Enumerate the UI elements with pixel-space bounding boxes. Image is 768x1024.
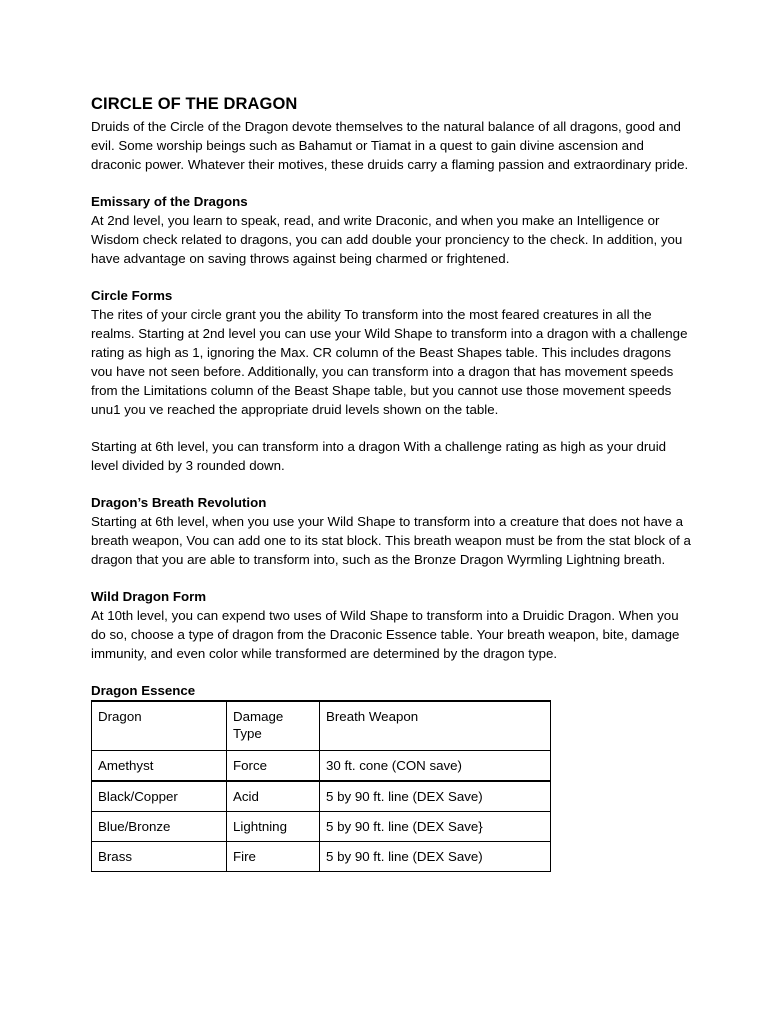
table-cell: Force xyxy=(227,751,320,782)
table-cell: Blue/Bronze xyxy=(92,812,227,842)
section-paragraph: Starting at 6th level, you can transform into a dragon With a challenge rating as high as your druid level divided by 3 rounded down. xyxy=(91,439,667,473)
spacer xyxy=(91,419,691,437)
spacer xyxy=(91,475,691,493)
spacer xyxy=(91,174,691,192)
table-cell: 5 by 90 ft. line (DEX Save} xyxy=(320,812,551,842)
section-heading-breath-revolution: Dragon’s Breath Revolution xyxy=(91,495,267,510)
table-row xyxy=(92,812,551,842)
table-header-row xyxy=(92,701,551,751)
table-cell: Brass xyxy=(92,842,227,872)
table-title: Dragon Essence xyxy=(91,683,196,698)
dragon-essence-table xyxy=(91,700,551,872)
table-cell: Black/Copper xyxy=(92,781,227,812)
section-paragraph: At 2nd level, you learn to speak, read, and write Draconic, and when you make an Intelligence or Wisdom check related to dragons, you can add double your pronciency to the check. In addition, you have advantage on saving throws against being charmed or frightened. xyxy=(91,213,683,266)
section-heading-wild-dragon-form: Wild Dragon Form xyxy=(91,589,207,604)
section-heading-circle-forms: Circle Forms xyxy=(91,288,173,303)
table-header-cell: Damage Type xyxy=(227,701,320,751)
table-row xyxy=(92,751,551,782)
intro-paragraph: Druids of the Circle of the Dragon devote themselves to the natural balance of all dragons, good and evil. Some worship beings such as Bahamut or Tiamat in a quest to gain divine ascension and draconic power. Whatever their motives, these druids carry a flaming passion and extraordinary pride. xyxy=(91,119,689,172)
section-heading-emissary: Emissary of the Dragons xyxy=(91,194,248,209)
table-cell: 5 by 90 ft. line (DEX Save) xyxy=(320,842,551,872)
spacer xyxy=(91,569,691,587)
table-cell: Fire xyxy=(227,842,320,872)
page-title: CIRCLE OF THE DRAGON xyxy=(91,95,298,113)
spacer xyxy=(91,663,691,681)
spacer xyxy=(91,268,691,286)
table-header-cell: Dragon xyxy=(92,701,227,751)
table-cell: Acid xyxy=(227,781,320,812)
section-paragraph: The rites of your circle grant you the ability To transform into the most feared creatures in all the realms. Starting at 2nd level you can use your Wild Shape to transform into a dragon with a challenge rating as high as 1, ignoring the Max. CR column of the Beast Shapes table. This includes dragons vou have not seen before. Additionally, you can transform into a dragon that has movement speeds from the Limitations column of the Beast Shape table, but you cannot use those movement speeds unu1 you ve reached the appropriate druid levels shown on the table. xyxy=(91,307,688,417)
table-cell: 30 ft. cone (CON save) xyxy=(320,751,551,782)
table-header-cell: Breath Weapon xyxy=(320,701,551,751)
table-cell: Amethyst xyxy=(92,751,227,782)
table-cell: 5 by 90 ft. line (DEX Save) xyxy=(320,781,551,812)
document-content xyxy=(91,93,691,872)
table-row xyxy=(92,842,551,872)
section-paragraph: Starting at 6th level, when you use your Wild Shape to transform into a creature that does not have a breath weapon, Vou can add one to its stat block. This breath weapon must be from the stat block of a dragon that you are able to transform into, such as the Bronze Dragon Wyrmling Lightning breath. xyxy=(91,514,691,567)
table-row xyxy=(92,781,551,812)
section-paragraph: At 10th level, you can expend two uses of Wild Shape to transform into a Druidic Dragon. When you do so, choose a type of dragon from the Draconic Essence table. Your breath weapon, bite, damage immunity, and even color while transformed are determined by the dragon type. xyxy=(91,608,680,661)
table-cell: Lightning xyxy=(227,812,320,842)
